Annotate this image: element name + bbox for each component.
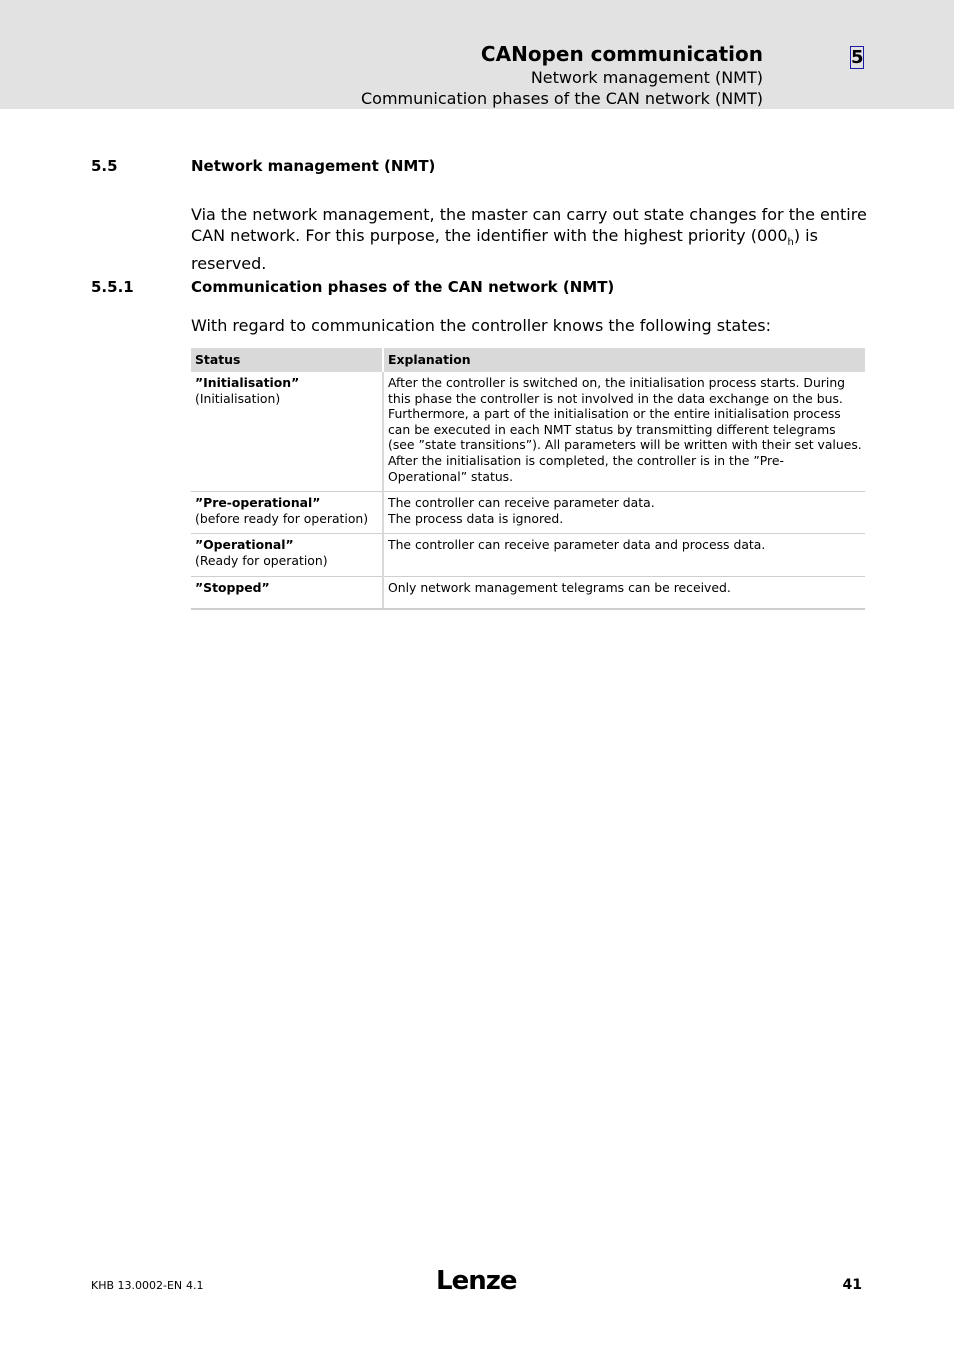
section-paragraph: Via the network management, the master can carry out state changes for the entire CAN network. For this purpose, the identifier with the highest priority $(000_h)$ is reserved. (191, 205, 867, 274)
explanation-line: The controller can receive parameter data and process data. (388, 537, 766, 553)
status-cell (191, 534, 383, 576)
explanation-cell (383, 534, 865, 576)
column-header-explanation: Explanation (383, 348, 865, 372)
document-version: 4.1 (186, 1279, 204, 1292)
section-number: 5.5 (91, 157, 118, 175)
lenze-logo: Lenze (436, 1266, 517, 1296)
explanation-line: Only network management telegrams can be received. (388, 579, 731, 595)
header-subtitle-2: Communication phases of the CAN network (NMT) (360, 89, 763, 108)
status-cell (191, 372, 383, 492)
explanation-line: After the controller is switched on, the initialisation process starts. During this phase the controller is not involved in the data exchange on the bus. (388, 375, 846, 406)
subsection-intro: With regard to communication the controller knows the following states: (191, 316, 772, 335)
section-title: Network management (NMT) (191, 157, 436, 175)
table-row (191, 534, 865, 576)
explanation-line: After the initialisation is completed, the controller is in the ”Pre-Operational” status. (388, 452, 784, 484)
status-name: ”Pre-operational” (195, 495, 321, 511)
status-note: (Ready for operation) (195, 552, 328, 568)
explanation-cell (383, 576, 865, 609)
column-header-status: Status (191, 348, 383, 372)
status-cell (191, 576, 383, 609)
subsection-number: 5.5.1 (91, 278, 134, 296)
explanation-line: The controller can receive parameter data. (388, 495, 655, 511)
document-id: KHB 13.0002-EN (91, 1279, 183, 1292)
page-number: 41 (842, 1277, 862, 1293)
status-note: (Initialisation) (195, 390, 281, 406)
table-row (191, 576, 865, 609)
nmt-states-table (191, 348, 865, 610)
explanation-cell (383, 372, 865, 492)
explanation-line: The process data is ignored. (388, 510, 564, 526)
status-name: ”Initialisation” (195, 375, 300, 390)
table-row (191, 372, 865, 492)
chapter-number-link[interactable]: 5 (851, 47, 864, 68)
status-cell (191, 492, 383, 534)
subsection-title: Communication phases of the CAN network (NMT) (191, 278, 615, 296)
status-name: ”Operational” (195, 537, 294, 553)
status-note: (before ready for operation) (195, 510, 369, 526)
explanation-cell (383, 492, 865, 534)
chapter-title: CANopen communication (480, 42, 763, 66)
header-subtitle: Network management (NMT) (530, 68, 763, 87)
status-name: ”Stopped” (195, 579, 270, 595)
table-row (191, 492, 865, 534)
explanation-line: Furthermore, a part of the initialisation or the entire initialisation process can be executed in each NMT status by transmitting different telegrams (see ”state transitions”). All parameters will be written with their set values. (388, 406, 862, 453)
table-body (191, 372, 865, 609)
